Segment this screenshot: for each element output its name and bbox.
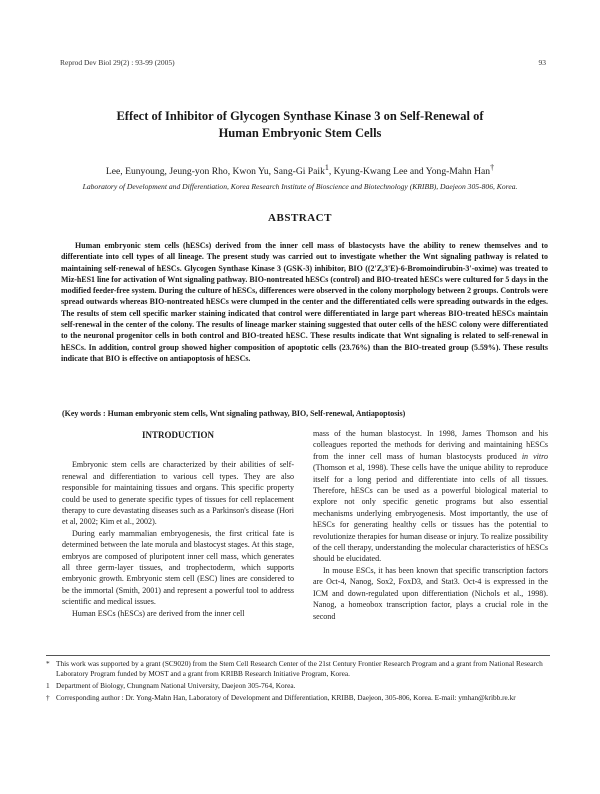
intro-text-b: (Thomson et al, 1998). These cells have the unique ability to reproduce itself for a long period and differentiate into cells of all tissues. Therefore, hESCs can be used as a powerful biological material to explore not only specific genetic programs but also essential mechanisms underlying embryogenesis. Most importantly, the use of hESCs for generating healthy cells or tissues has the potential to revolutionize therapies for human disease or injury. To realize possibility of the cell therapy, understanding the molecular characteristics of hESCs should be elucidated. — [313, 463, 548, 564]
intro-italic-term: in vitro — [521, 451, 548, 461]
keywords: (Key words : Human embryonic stem cells, Wnt signaling pathway, BIO, Self-renewal, Antiapoptosis) — [62, 409, 406, 418]
affiliation-mark: 1 — [324, 163, 329, 172]
footnote-mark-affiliation: 1 — [46, 681, 50, 690]
journal-reference: Reprod Dev Biol 29(2) : 93-99 (2005) — [60, 58, 175, 67]
abstract-text: Human embryonic stem cells (hESCs) derived from the inner cell mass of blastocysts have the ability to renew themselves and to differentiate into cell types of all lineage. The present study was carried out to investigate whether the Wnt signaling pathway is related to maintaining self-renewal of hESCs. Glycogen Synthase Kinase 3 (GSK-3) inhibitor, BIO ((2'Z,3'E)-6-Bromoindirubin-3'-oxime) was treated to Miz-hES1 line for activation of Wnt signaling pathway. BIO-nontreated hESCs (control) and BIO-treated hESCs were cultured for 5 days in the modified feeder-free system. During the culture of hESCs, differences were observed in the colony morphology between 2 groups. Controls were spread outwards whereas BIO-nontreated hESCs were clumped in the center and the differentiated cells were spreading outwards in the edges. The results of stem cell specific marker staining indicated that control were differentiated in large part whereas BIO-treated hESCs maintain self-renewal in the center of the colony. The results of lineage marker staining suggested that outer cells of the hESC colony were differentiated to the neuronal progenitor cells in both control and BIO-treated hESC. These results indicate that Wnt signaling is related to self-renewal in hESCs. In addition, control group showed higher composition of apoptotic cells (23.76%) than the BIO-treated group (5.59%). These results indicate that BIO is effective on antiapoptosis of hESCs. — [61, 241, 548, 363]
right-column — [313, 428, 548, 622]
intro-paragraph-2: During early mammalian embryogenesis, the first critical fate is determined between the late morula and blastocyst stages. At this stage, embryos are composed of pluripotent inner cell mass, which generates all three germ-layer tissues, and trophectoderm, which supports embryonic growth. Embryonic stem cell (ESC) lines are considered to be the immortal (Smith, 2001) and represent a powerful tool to address scientific and medical issues. — [62, 528, 294, 607]
footnote-affiliation — [46, 681, 550, 691]
corresponding-mark: † — [490, 163, 495, 172]
footnote-corresponding — [46, 693, 550, 703]
title-line-2: Human Embryonic Stem Cells — [218, 126, 382, 140]
intro-paragraph-1: Embryonic stem cells are characterized by their abilities of self-renewal and differentiation to various cell types. They are also responsible for maintaining tissues and organs. This specific property could be used to generate specific types of tissues for cell replacement therapy to cure devastating diseases such as a Parkinson's disease (Hori et al, 2002; Kim et al., 2002). — [62, 460, 294, 527]
footnote-funding — [46, 659, 550, 679]
affiliation: Laboratory of Development and Differentiation, Korea Research Institute of Bioscience and Biotechnology (KRIBB), Daejeon 305-806, Korea. — [82, 182, 518, 191]
intro-text-a: mass of the human blastocyst. In 1998, James Thomson and his colleagues reported the methods for deriving and maintaining hESCs from the inner cell mass of human blastocysts produced — [313, 429, 548, 461]
footnote-mark-corresponding: † — [46, 693, 50, 702]
authors-first: Lee, Eunyoung, Jeung-yon Rho, Kwon Yu, Sang-Gi Paik — [105, 166, 325, 178]
intro-paragraph-4: In mouse ESCs, it has been known that specific transcription factors are Oct-4, Nanog, Sox2, FoxD3, and Stat3. Oct-4 is expressed in the ICM and down-regulated upon differentiation (Nichols et al., 1998). Nanog, a homeobox transcription factor, plays a crucial role in the second — [313, 565, 548, 621]
introduction-heading: INTRODUCTION — [141, 430, 214, 440]
article-title — [80, 108, 520, 142]
footnote-funding-text: This work was supported by a grant (SC9020) from the Stem Cell Research Center of the 21st Century Frontier Research Program and a grant from National Research Laboratory Program funded by MOST and a grant from KRIBB Research Initiative Program, Korea. — [56, 659, 543, 678]
abstract-heading: ABSTRACT — [268, 212, 332, 224]
footnote-affiliation-text: Department of Biology, Chungnam National University, Daejeon 305-764, Korea. — [56, 681, 296, 690]
running-header — [60, 58, 546, 67]
footnote-corresponding-text: Corresponding author : Dr. Yong-Mahn Han, Laboratory of Development and Differentiation, KRIBB, Daejeon, 305-806, Korea. E-mail: ymhan@kribb.re.kr — [56, 693, 516, 702]
author-list — [40, 163, 560, 177]
intro-paragraph-3: Human ESCs (hESCs) are derived from the inner cell — [72, 608, 245, 618]
footnotes — [46, 655, 550, 705]
title-line-1: Effect of Inhibitor of Glycogen Synthase Kinase 3 on Self-Renewal of — [116, 109, 484, 123]
footnote-mark-funding: * — [46, 659, 50, 668]
left-column — [62, 428, 294, 619]
authors-second: , Kyung-Kwang Lee and Yong-Mahn Han — [328, 166, 491, 178]
page-number: 93 — [538, 58, 546, 67]
intro-paragraph-continued — [313, 428, 548, 565]
